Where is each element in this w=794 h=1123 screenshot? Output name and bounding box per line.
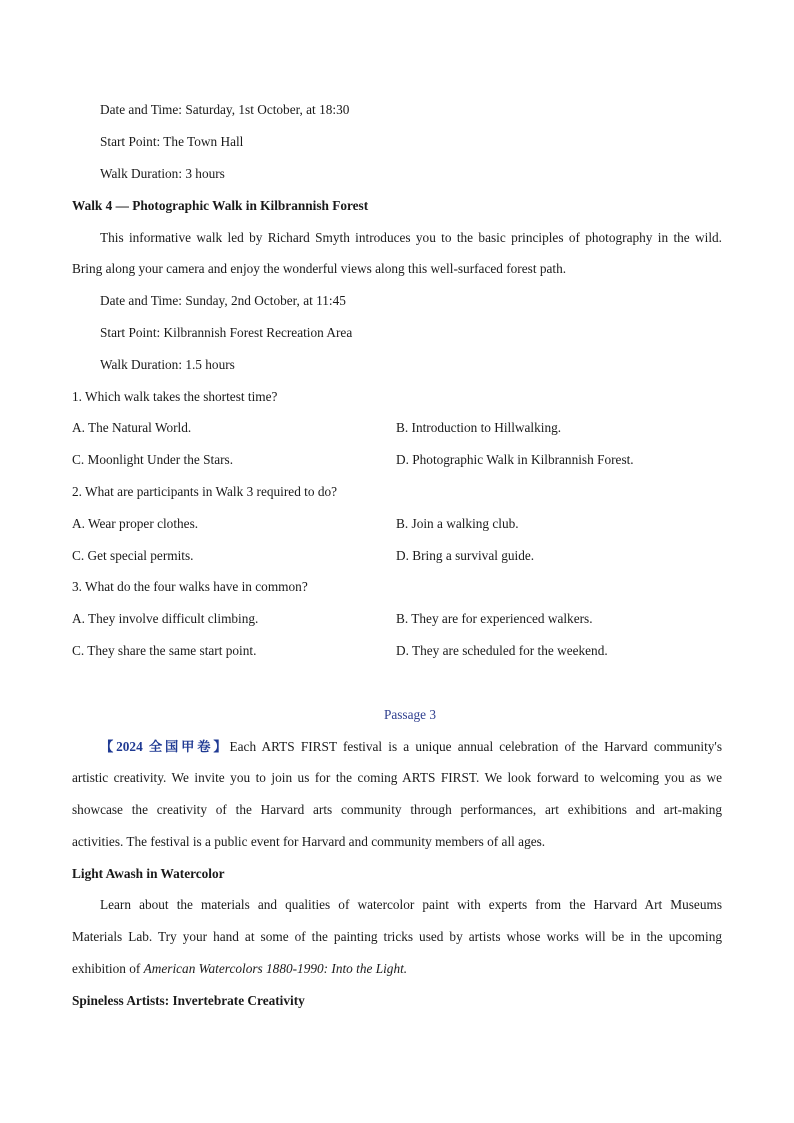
passage-3-intro-line4: activities. The festival is a public event for Harvard and community members of all ages. (72, 834, 546, 849)
walk4-description-line1: This informative walk led by Richard Smyth introduces you to the basic principles of photography in the wild. (100, 230, 722, 245)
walk3-duration: Walk Duration: 3 hours (100, 166, 225, 181)
question-1-option-d: D. Photographic Walk in Kilbrannish Forest. (396, 452, 634, 467)
watercolor-line3-prefix: exhibition of (72, 961, 144, 976)
question-2-stem: 2. What are participants in Walk 3 required to do? (72, 484, 338, 499)
question-2-option-c: C. Get special permits. (72, 548, 194, 563)
section-heading-spineless-artists: Spineless Artists: Invertebrate Creativity (72, 993, 305, 1008)
passage-3-title: Passage 3 (383, 707, 437, 722)
question-1-option-a: A. The Natural World. (72, 420, 192, 435)
passage-3-intro-line3: showcase the creativity of the Harvard arts community through performances, art exhibitions and art-making (72, 802, 722, 817)
watercolor-line3 (72, 960, 407, 978)
passage-3-intro-line1 (100, 738, 722, 756)
section-heading-watercolor: Light Awash in Watercolor (72, 866, 225, 881)
intro-line1-text: Each ARTS FIRST festival is a unique annual celebration of the Harvard community's (229, 739, 722, 754)
question-3-option-c: C. They share the same start point. (72, 643, 257, 658)
walk3-date-time: Date and Time: Saturday, 1st October, at 18:30 (100, 102, 350, 117)
question-3-option-d: D. They are scheduled for the weekend. (396, 643, 608, 658)
walk4-heading: Walk 4 — Photographic Walk in Kilbrannish Forest (72, 198, 369, 213)
walk4-description-line2: Bring along your camera and enjoy the wonderful views along this well-surfaced forest path. (72, 261, 567, 276)
walk3-start-point: Start Point: The Town Hall (100, 134, 244, 149)
question-2-option-d: D. Bring a survival guide. (396, 548, 535, 563)
source-tag: 【2024 全国甲卷】 (100, 739, 230, 754)
watercolor-line1: Learn about the materials and qualities of watercolor paint with experts from the Harvard Art Museums (100, 897, 722, 912)
question-3-stem: 3. What do the four walks have in common? (72, 579, 308, 594)
question-3-option-b: B. They are for experienced walkers. (396, 611, 593, 626)
walk4-duration: Walk Duration: 1.5 hours (100, 357, 235, 372)
walk4-date-time: Date and Time: Sunday, 2nd October, at 11:45 (100, 293, 346, 308)
question-3-option-a: A. They involve difficult climbing. (72, 611, 259, 626)
exhibition-title: American Watercolors 1880-1990: Into the Light. (143, 961, 408, 976)
watercolor-line2: Materials Lab. Try your hand at some of the painting tricks used by artists whose works will be in the upcoming (72, 929, 722, 944)
question-2-option-b: B. Join a walking club. (396, 516, 519, 531)
walk4-start-point: Start Point: Kilbrannish Forest Recreation Area (100, 325, 353, 340)
question-1-option-c: C. Moonlight Under the Stars. (72, 452, 234, 467)
question-1-stem: 1. Which walk takes the shortest time? (72, 389, 278, 404)
question-1-option-b: B. Introduction to Hillwalking. (396, 420, 562, 435)
question-2-option-a: A. Wear proper clothes. (72, 516, 199, 531)
passage-3-intro-line2: artistic creativity. We invite you to join us for the coming ARTS FIRST. We look forward to welcoming you as we (72, 770, 722, 785)
